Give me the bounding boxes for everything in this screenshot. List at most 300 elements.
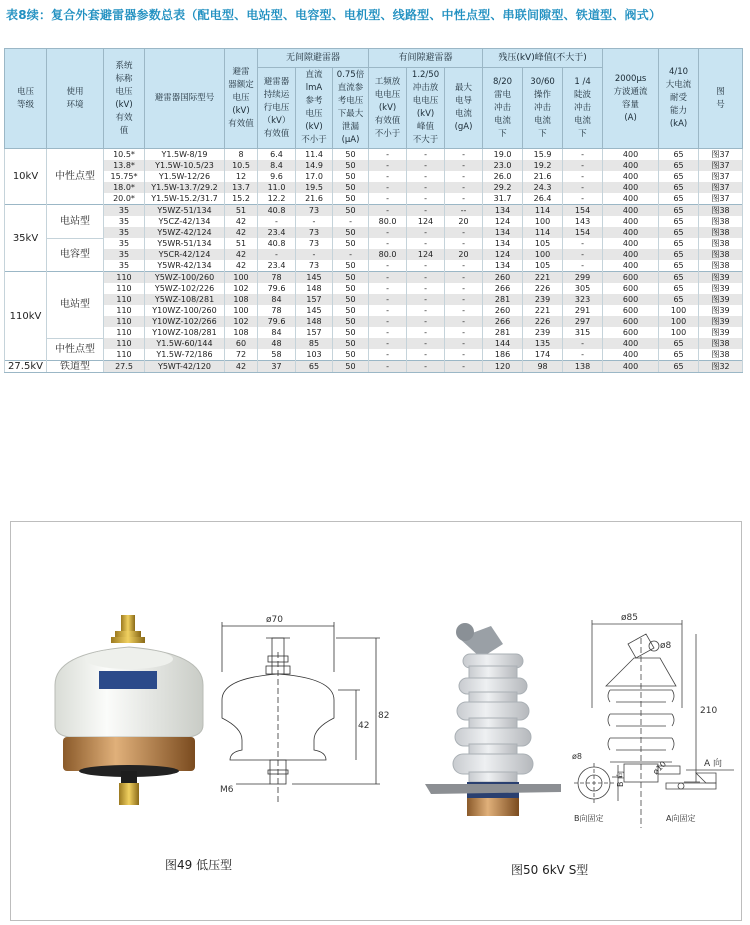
table-cell: 174 — [523, 349, 563, 361]
table-cell: 400 — [603, 216, 659, 227]
voltage-level-cell: 110kV — [5, 272, 47, 361]
table-cell: 65 — [659, 182, 699, 193]
table-cell: - — [407, 205, 445, 217]
table-cell: 100 — [523, 249, 563, 260]
header-line: 有效值 — [374, 115, 401, 126]
table-cell: 19.0 — [483, 149, 523, 161]
table-cell: 600 — [603, 305, 659, 316]
table-cell: - — [407, 260, 445, 272]
table-cell: - — [563, 193, 603, 205]
table-cell: 80.0 — [369, 249, 407, 260]
table-cell: - — [407, 305, 445, 316]
table-row — [5, 349, 743, 361]
table-cell: - — [445, 294, 483, 305]
header-line: 值 — [119, 125, 129, 136]
table-body — [5, 149, 743, 373]
table-cell: 65 — [659, 260, 699, 272]
table-cell: 65 — [659, 160, 699, 171]
table-cell: 50 — [333, 160, 369, 171]
table-cell: 80.0 — [369, 216, 407, 227]
table-cell: 65 — [659, 349, 699, 361]
table-cell: 50 — [333, 205, 369, 217]
fig49-dim-height: 82 — [378, 711, 390, 721]
table-cell: - — [407, 227, 445, 238]
header-line: 冲击 — [494, 102, 512, 113]
table-cell: 266 — [483, 283, 523, 294]
table-cell: 315 — [563, 327, 603, 338]
header-line: 电流 — [455, 109, 473, 119]
fig50-dim-width: ø85 — [621, 613, 638, 623]
table-cell: 17.0 — [296, 171, 333, 182]
table-row — [5, 361, 743, 373]
table-cell: 145 — [296, 305, 333, 316]
table-cell: 299 — [563, 272, 603, 284]
table-cell: 400 — [603, 349, 659, 361]
table-cell: 23.4 — [258, 260, 296, 272]
header-line: 系统 — [115, 60, 133, 71]
table-cell: 239 — [523, 327, 563, 338]
table-cell: 50 — [333, 171, 369, 182]
table-cell: Y1.5W-12/26 — [145, 171, 225, 182]
header-line: 电流 — [494, 115, 512, 126]
voltage-level-cell: 35kV — [5, 205, 47, 272]
table-cell: 305 — [563, 283, 603, 294]
table-cell: 148 — [296, 283, 333, 294]
header-line: 下 — [578, 128, 587, 139]
table-cell: 31.7 — [483, 193, 523, 205]
table-cell: 100 — [523, 216, 563, 227]
header-line: (kV) — [378, 102, 397, 113]
table-cell: 6.4 — [258, 149, 296, 161]
table-cell: 281 — [483, 294, 523, 305]
table-cell: 400 — [603, 160, 659, 171]
table-cell: 37 — [258, 361, 296, 373]
table-cell: 11.0 — [258, 182, 296, 193]
header-line: 标称 — [115, 73, 133, 84]
table-cell: 100 — [659, 316, 699, 327]
header-dc-ref-voltage — [296, 68, 333, 149]
table-cell: - — [333, 216, 369, 227]
table-cell: 50 — [333, 193, 369, 205]
header-line: (gA) — [454, 122, 473, 132]
header-line: 号 — [716, 99, 725, 110]
fig50-views — [556, 747, 736, 827]
table-cell: 35 — [104, 260, 145, 272]
header-line: 电压 — [305, 109, 323, 119]
table-cell: 73 — [296, 238, 333, 249]
header-line: 不小于 — [374, 128, 401, 139]
table-cell: 60 — [225, 338, 258, 349]
table-cell: 260 — [483, 305, 523, 316]
table-cell: 27.5 — [104, 361, 145, 373]
table-row — [5, 316, 743, 327]
table-cell: Y5WR-42/134 — [145, 260, 225, 272]
header-line: 2000μs — [614, 73, 647, 84]
table-cell: - — [369, 338, 407, 349]
table-cell: 20 — [445, 216, 483, 227]
table-row — [5, 193, 743, 205]
header-line: 泄漏 — [342, 122, 360, 132]
table-cell: - — [296, 216, 333, 227]
table-cell: 400 — [603, 149, 659, 161]
table-cell: - — [407, 171, 445, 182]
environment-cell: 铁道型 — [47, 361, 104, 373]
header-square-wave — [603, 49, 659, 149]
table-cell: 图37 — [699, 182, 743, 193]
table-cell: 186 — [483, 349, 523, 361]
fig50-dim-top: ø8 — [660, 641, 672, 651]
table-cell: - — [407, 283, 445, 294]
header-line: 无间隙避雷器 — [286, 52, 341, 63]
header-line: (kV) — [305, 122, 323, 132]
table-row — [5, 205, 743, 217]
table-cell: 102 — [225, 283, 258, 294]
header-line: 电压 — [16, 86, 34, 97]
environment-cell: 中性点型 — [47, 149, 104, 205]
table-cell: 124 — [483, 249, 523, 260]
header-line: (A) — [624, 112, 637, 123]
table-cell: 15.2 — [225, 193, 258, 205]
table-cell: - — [445, 238, 483, 249]
table-cell: - — [445, 193, 483, 205]
header-line: 使用 — [66, 86, 84, 97]
table-cell: 400 — [603, 238, 659, 249]
table-cell: 13.7 — [225, 182, 258, 193]
table-cell: 78 — [258, 305, 296, 316]
header-line: 方波通流 — [613, 86, 648, 97]
header-line: 冲击 — [574, 102, 592, 113]
table-cell: 221 — [523, 305, 563, 316]
table-cell: - — [369, 227, 407, 238]
table-cell: - — [445, 272, 483, 284]
table-cell: 400 — [603, 227, 659, 238]
table-cell: 114 — [523, 205, 563, 217]
table-cell: 58 — [258, 349, 296, 361]
table-cell: 145 — [296, 272, 333, 284]
table-cell: - — [369, 294, 407, 305]
table-cell: - — [445, 305, 483, 316]
figure50-caption: 图50 6kV S型 — [511, 863, 589, 877]
header-group-gapped — [369, 49, 483, 68]
table-cell: Y1.5W-8/19 — [145, 149, 225, 161]
table-cell: - — [369, 260, 407, 272]
table-row — [5, 294, 743, 305]
header-line: 下 — [498, 128, 507, 139]
table-cell: - — [445, 316, 483, 327]
table-cell: 23.0 — [483, 160, 523, 171]
table-cell: 79.6 — [258, 283, 296, 294]
table-cell: 65 — [659, 361, 699, 373]
table-cell: 100 — [659, 305, 699, 316]
header-line: 容量 — [622, 99, 640, 110]
table-cell: - — [407, 193, 445, 205]
table-cell: 65 — [659, 272, 699, 284]
table-cell: Y10WZ-102/266 — [145, 316, 225, 327]
table-cell: - — [296, 249, 333, 260]
table-cell: - — [369, 171, 407, 182]
header-line: 峰值 — [417, 122, 435, 132]
table-cell: 65 — [659, 227, 699, 238]
table-cell: 50 — [333, 338, 369, 349]
header-line: 不小于 — [301, 135, 327, 145]
table-cell: 图39 — [699, 305, 743, 316]
header-line: 持续运 — [263, 89, 290, 100]
table-cell: - — [369, 361, 407, 373]
header-line: lmA — [305, 83, 323, 93]
header-line: 电导 — [455, 96, 473, 106]
table-cell: 600 — [603, 272, 659, 284]
header-line: 8/20 — [492, 76, 513, 87]
header-line: 大电流 — [665, 80, 692, 90]
table-cell: 51 — [225, 238, 258, 249]
table-cell: 48 — [258, 338, 296, 349]
figure-panel — [10, 521, 742, 921]
header-line: 避雷 — [232, 67, 250, 77]
table-row — [5, 238, 743, 249]
header-line: 图 — [716, 86, 725, 97]
table-cell: 73 — [296, 260, 333, 272]
table-cell: 73 — [296, 227, 333, 238]
header-line: (kA) — [669, 119, 688, 129]
table-cell: 400 — [603, 171, 659, 182]
fig50-label-b-dir: B 向 — [616, 770, 625, 787]
table-cell: 35 — [104, 249, 145, 260]
table-cell: 10.5* — [104, 149, 145, 161]
table-cell: Y5WZ-102/226 — [145, 283, 225, 294]
table-cell: 42 — [225, 361, 258, 373]
header-line: 考电压 — [337, 96, 364, 106]
table-cell: 50 — [333, 294, 369, 305]
table-cell: - — [407, 338, 445, 349]
table-cell: 26.0 — [483, 171, 523, 182]
fig50-dim-side: ø8 — [572, 752, 582, 761]
table-cell: Y5CZ-42/134 — [145, 216, 225, 227]
table-cell: 10.5 — [225, 160, 258, 171]
table-cell: 24.3 — [523, 182, 563, 193]
header-line: 环境 — [66, 99, 84, 110]
fig49-drawing — [206, 612, 391, 812]
table-cell: - — [369, 327, 407, 338]
table-cell: 21.6 — [523, 171, 563, 182]
header-steep — [563, 68, 603, 149]
table-cell: 100 — [659, 327, 699, 338]
table-cell: - — [369, 205, 407, 217]
header-line: (kV) — [416, 109, 435, 119]
table-cell: 50 — [333, 349, 369, 361]
table-cell: 图38 — [699, 349, 743, 361]
table-cell: - — [407, 149, 445, 161]
table-cell: 600 — [603, 316, 659, 327]
table-cell: - — [369, 160, 407, 171]
header-line: 雷电 — [494, 89, 512, 100]
table-cell: 图37 — [699, 193, 743, 205]
header-line: 电电压 — [412, 96, 439, 106]
header-line: (kV) — [232, 106, 250, 116]
table-cell: 297 — [563, 316, 603, 327]
table-cell: - — [333, 249, 369, 260]
table-cell: - — [445, 338, 483, 349]
table-title: 表8续：复合外套避雷器参数总表（配电型、电站型、电容型、电机型、线路型、中性点型、串联间隙型、铁道型、阀式） — [6, 8, 662, 22]
table-cell: - — [563, 260, 603, 272]
fig49-dim-thread: M6 — [220, 785, 234, 795]
table-cell: 144 — [483, 338, 523, 349]
table-row — [5, 272, 743, 284]
header-lightning — [483, 68, 523, 149]
table-cell: 143 — [563, 216, 603, 227]
header-line: (kV) — [115, 99, 133, 110]
table-cell: - — [445, 283, 483, 294]
table-cell: 84 — [258, 294, 296, 305]
table-cell: 15.75* — [104, 171, 145, 182]
header-line: 下最大 — [337, 109, 364, 119]
header-environment — [47, 49, 104, 149]
table-cell: - — [445, 361, 483, 373]
table-cell: Y5WZ-100/260 — [145, 272, 225, 284]
table-cell: 120 — [483, 361, 523, 373]
header-line: 冲击放 — [412, 83, 439, 93]
table-cell: 100 — [225, 272, 258, 284]
table-cell: 图38 — [699, 338, 743, 349]
table-cell: 221 — [523, 272, 563, 284]
environment-cell: 电容型 — [47, 238, 104, 272]
table-cell: - — [407, 361, 445, 373]
table-cell: 103 — [296, 349, 333, 361]
table-cell: Y1.5W-60/144 — [145, 338, 225, 349]
table-cell: 50 — [333, 283, 369, 294]
table-cell: Y1.5W-13.7/29.2 — [145, 182, 225, 193]
table-cell: 图38 — [699, 249, 743, 260]
table-cell: 26.4 — [523, 193, 563, 205]
header-line: （kV） — [262, 115, 291, 126]
table-cell: - — [369, 283, 407, 294]
table-cell: 400 — [603, 338, 659, 349]
table-row — [5, 305, 743, 316]
table-cell: 35 — [104, 216, 145, 227]
header-group-gapless — [258, 49, 369, 68]
table-cell: 20 — [445, 249, 483, 260]
table-cell: 157 — [296, 327, 333, 338]
table-cell: 50 — [333, 260, 369, 272]
table-cell: - — [369, 349, 407, 361]
table-cell: 400 — [603, 361, 659, 373]
header-high-current — [659, 49, 699, 149]
header-line: 电流 — [534, 115, 552, 126]
table-cell: - — [407, 160, 445, 171]
table-cell: 42 — [225, 260, 258, 272]
header-figure-no — [699, 49, 743, 149]
table-cell: 85 — [296, 338, 333, 349]
header-power-freq-spark — [369, 68, 407, 149]
table-cell: 8.4 — [258, 160, 296, 171]
table-cell: -- — [445, 205, 483, 217]
table-cell: 124 — [407, 249, 445, 260]
table-cell: 12.2 — [258, 193, 296, 205]
fig50-dim-hole: ø10 — [651, 759, 669, 777]
table-cell: Y1.5W-72/186 — [145, 349, 225, 361]
table-cell: 50 — [333, 182, 369, 193]
table-cell: 42 — [225, 249, 258, 260]
table-cell: - — [407, 238, 445, 249]
table-cell: Y1.5W-10.5/23 — [145, 160, 225, 171]
table-cell: 65 — [659, 149, 699, 161]
table-cell: 98 — [523, 361, 563, 373]
table-cell: - — [563, 249, 603, 260]
table-row — [5, 182, 743, 193]
table-cell: 40.8 — [258, 238, 296, 249]
table-cell: 23.4 — [258, 227, 296, 238]
table-cell: - — [445, 149, 483, 161]
table-cell: 19.5 — [296, 182, 333, 193]
table-cell: 65 — [659, 294, 699, 305]
table-cell: - — [369, 238, 407, 249]
header-line: 电压 — [115, 86, 133, 97]
table-row — [5, 227, 743, 238]
table-cell: 110 — [104, 316, 145, 327]
table-cell: 图38 — [699, 238, 743, 249]
table-cell: 226 — [523, 283, 563, 294]
table-cell: Y10WZ-100/260 — [145, 305, 225, 316]
table-cell: 600 — [603, 283, 659, 294]
header-impulse-spark — [407, 68, 445, 149]
table-cell: 图38 — [699, 227, 743, 238]
table-cell: 40.8 — [258, 205, 296, 217]
table-cell: Y5WR-51/134 — [145, 238, 225, 249]
header-line: 1 /4 — [574, 76, 591, 87]
table-cell: 108 — [225, 327, 258, 338]
header-line: 电压 — [232, 93, 250, 103]
table-cell: - — [407, 182, 445, 193]
table-row — [5, 327, 743, 338]
table-cell: 400 — [603, 182, 659, 193]
table-cell: 135 — [523, 338, 563, 349]
fig50-label-a-dir: A 向 — [704, 759, 723, 769]
table-cell: 18.0* — [104, 182, 145, 193]
table-cell: 105 — [523, 260, 563, 272]
table-cell: 154 — [563, 205, 603, 217]
table-cell: 134 — [483, 260, 523, 272]
table-cell: 157 — [296, 294, 333, 305]
table-cell: 110 — [104, 294, 145, 305]
header-line: 有效 — [115, 112, 133, 123]
table-cell: 114 — [523, 227, 563, 238]
table-cell: 110 — [104, 305, 145, 316]
table-cell: 35 — [104, 205, 145, 217]
header-line: 电流 — [574, 115, 592, 126]
table-cell: 266 — [483, 316, 523, 327]
table-cell: 124 — [483, 216, 523, 227]
table-cell: 72 — [225, 349, 258, 361]
table-cell: 134 — [483, 227, 523, 238]
table-cell: 9.6 — [258, 171, 296, 182]
table-row — [5, 283, 743, 294]
table-cell: - — [258, 216, 296, 227]
header-line: (μA) — [341, 135, 360, 145]
table-cell: - — [445, 260, 483, 272]
header-line: 4/10 — [669, 67, 689, 77]
table-cell: 19.2 — [523, 160, 563, 171]
table-cell: 65 — [659, 193, 699, 205]
header-line: 陡波 — [574, 89, 592, 100]
table-cell: 281 — [483, 327, 523, 338]
header-line: 最大 — [455, 83, 473, 93]
table-cell: 108 — [225, 294, 258, 305]
table-cell: 15.9 — [523, 149, 563, 161]
table-cell: 65 — [659, 205, 699, 217]
table-cell: 400 — [603, 193, 659, 205]
table-cell: - — [369, 272, 407, 284]
table-cell: Y10WZ-108/281 — [145, 327, 225, 338]
table-cell: - — [445, 160, 483, 171]
